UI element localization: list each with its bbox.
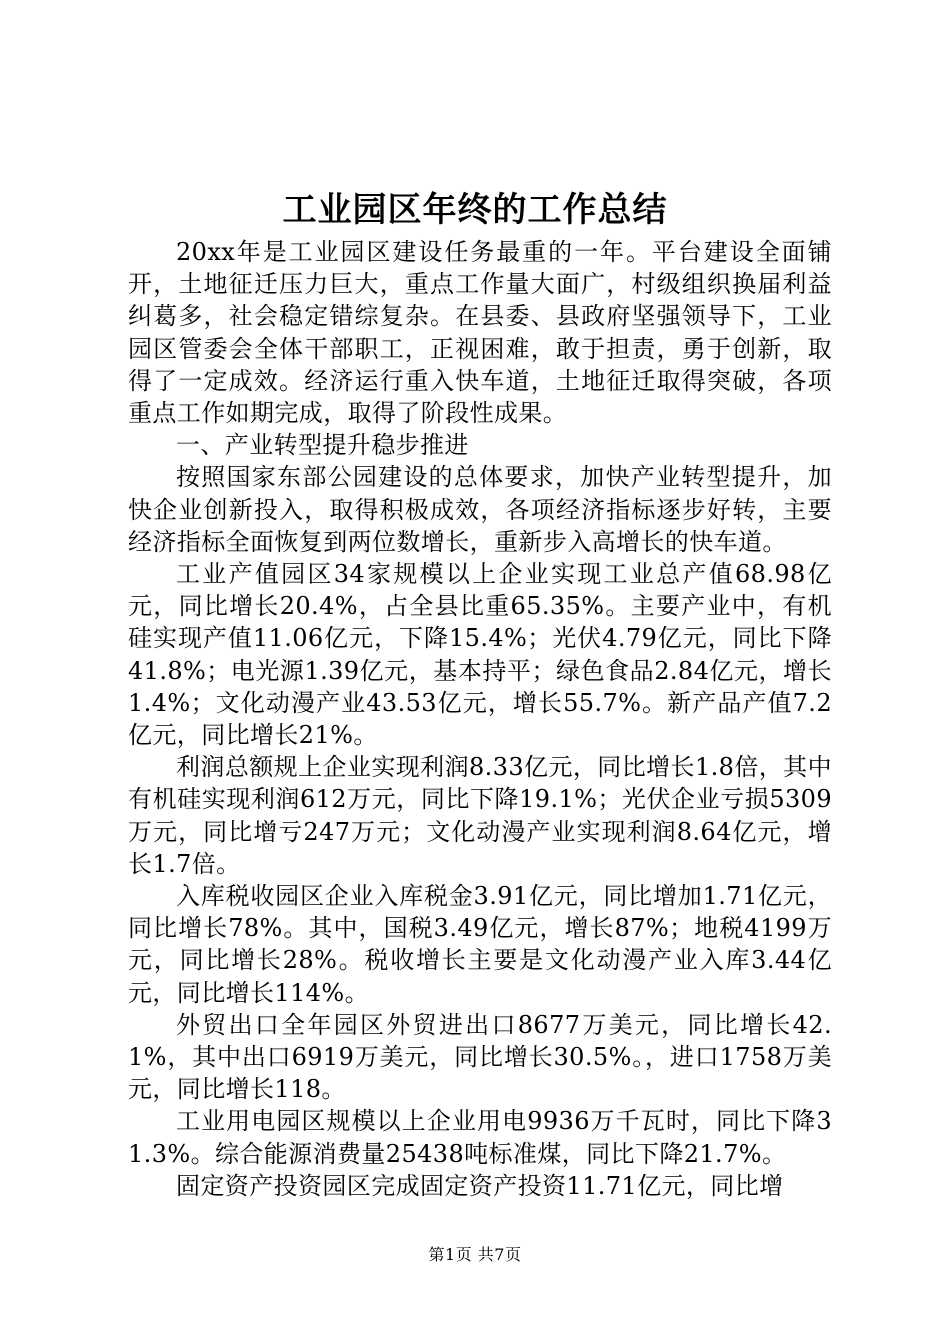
page-footer: 第1页 共7页 [428,1245,522,1264]
paragraph-tax: 入库税收园区企业入库税金3.91亿元，同比增加1.71亿元，同比增长78%。其中，国税3.49亿元，增长87%；地税4199万元，同比增长28%。税收增长主要是文化动漫产业入库3.44亿元，同比增长114%。 [128,882,832,1007]
paragraph-intro: 20xx年是工业园区建设任务最重的一年。平台建设全面铺开，土地征迁压力巨大，重点工作量大面广，村级组织换届利益纠葛多，社会稳定错综复杂。在县委、县政府坚强领导下，工业园区管委会全体干部职工，正视困难，敢于担责，勇于创新，取得了一定成效。经济运行重入快车道，土地征迁取得突破，各项重点工作如期完成，取得了阶段性成果。 [128,238,832,428]
paragraph-fixed-investment: 固定资产投资园区完成固定资产投资11.71亿元，同比增 [176,1171,784,1200]
paragraph-foreign-trade: 外贸出口全年园区外贸进出口8677万美元，同比增长42.1%，其中出口6919万美元，同比增长30.5%。，进口1758万美元，同比增长118。 [128,1010,832,1104]
paragraph-electricity: 工业用电园区规模以上企业用电9936万千瓦时，同比下降31.3%。综合能源消费量25438吨标准煤，同比下降21.7%。 [128,1107,832,1168]
section-heading: 一、产业转型提升稳步推进 [176,431,469,460]
paragraph-industrial-output: 工业产值园区34家规模以上企业实现工业总产值68.98亿元，同比增长20.4%，占全县比重65.35%。主要产业中，有机硅实现产值11.06亿元，下降15.4%；光伏4.79亿元，同比下降41.8%；电光源1.39亿元，基本持平；绿色食品2.84亿元，增长1.4%；文化动漫产业43.53亿元，增长55.7%。新产品产值7.2亿元，同比增长21%。 [128,560,832,750]
document-body [128,236,832,1202]
paragraph-overview: 按照国家东部公园建设的总体要求，加快产业转型提升，加快企业创新投入，取得积极成效，各项经济指标逐步好转，主要经济指标全面恢复到两位数增长，重新步入高增长的快车道。 [128,463,832,556]
document-title: 工业园区年终的工作总结 [282,190,668,230]
paragraph-profit: 利润总额规上企业实现利润8.33亿元，同比增长1.8倍，其中有机硅实现利润612万元，同比下降19.1%；光伏企业亏损5309万元，同比增亏247万元；文化动漫产业实现利润8.64亿元，增长1.7倍。 [128,753,832,878]
